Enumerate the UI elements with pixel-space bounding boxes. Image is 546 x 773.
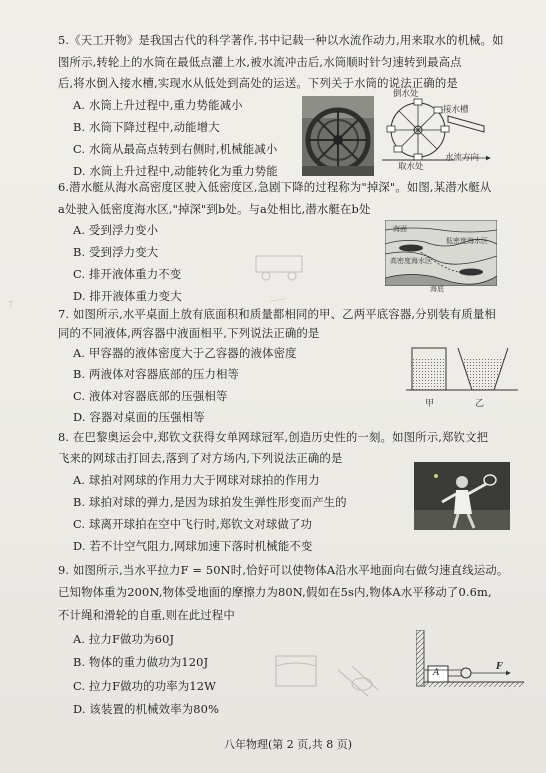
- q8-stem-line-1: 8. 在巴黎奥运会中,郑钦文获得女单网球冠军,创造历史性的一刻。如图所示,郑钦文把: [58, 430, 489, 444]
- q9-stem-line-3: 不计绳和滑轮的自重,则在此过程中: [58, 608, 235, 622]
- waterwheel-label-flow: 水流方向: [445, 153, 480, 163]
- waterwheel-label-pour: 倒水处: [393, 89, 419, 99]
- force-label-f: F: [496, 662, 503, 672]
- block-label-a: A: [433, 668, 440, 678]
- q8-option-c: C. 球离开球拍在空中飞行时,郑钦文对球做了功: [73, 517, 313, 531]
- q9-stem-line-1: 9. 如图所示,当水平拉力F = 50N时,恰好可以使物体A沿水平地面向右做匀速直线运动。: [58, 563, 509, 577]
- submarine-label-low: 低密度海水区: [446, 237, 488, 245]
- q8-option-a: A. 球拍对网球的作用力大于网球对球拍的作用力: [73, 473, 320, 487]
- waterwheel-label-fill: 取水处: [398, 162, 424, 172]
- waterwheel-label-trough: 接水槽: [443, 105, 469, 115]
- q7-option-c: C. 液体对容器底部的压强相等: [73, 389, 228, 403]
- q8-option-b: B. 球拍对球的弹力,是因为球拍发生弹性形变而产生的: [73, 495, 347, 509]
- q6-option-c: C. 排开液体重力不变: [73, 267, 182, 281]
- q8-stem-line-2: 飞来的网球击打回去,落到了对方场内,下列说法正确的是: [58, 451, 343, 465]
- bleed-through-sketch: [268, 640, 388, 710]
- q7-option-d: D. 容器对桌面的压强相等: [73, 410, 205, 424]
- q5-stem-line-3: 后,将水倒入接水槽,实现水从低处到高处的运送。下列关于水筒的说法正确的是: [58, 76, 458, 90]
- q5-stem-line-2: 图所示,转轮上的水筒在最低点灌上水,被水流冲击后,水筒顺时针匀速转到最高点: [58, 55, 462, 69]
- q6-option-b: B. 受到浮力变大: [73, 245, 159, 259]
- q7-stem-line-2: 同的不同液体,两容器中液面相平,下列说法正确的是: [58, 326, 320, 340]
- bleed-through-cart: [250, 252, 310, 282]
- q8-option-d: D. 若不计空气阻力,网球加速下落时机械能不变: [73, 539, 313, 553]
- q9-stem-line-2: 已知物体重为200N,物体受地面的摩擦力为80N,假如在5s内,物体A水平移动了0.6m,: [58, 585, 492, 599]
- q5-option-a: A. 水筒上升过程中,重力势能减小: [73, 98, 243, 112]
- q9-option-b: B. 物体的重力做功为120J: [73, 655, 209, 669]
- q6-option-d: D. 排开液体重力变大: [73, 289, 182, 303]
- q5-option-d: D. 水筒上升过程中,动能转化为重力势能: [73, 164, 278, 178]
- submarine-label-surface: 海面: [393, 225, 407, 233]
- bleed-through-mark: ——: [269, 293, 287, 306]
- submarine-label-floor: 海底: [430, 285, 444, 293]
- q5-option-b: B. 水筒下降过程中,动能增大: [73, 120, 220, 134]
- page-number-label: 八年物理(第 2 页,共 8 页): [223, 738, 353, 751]
- q5-option-c: C. 水筒从最高点转到右侧时,机械能减小: [73, 142, 278, 156]
- page-footer: [0, 736, 546, 752]
- containers-diagram: [406, 340, 518, 394]
- q7-option-a: A. 甲容器的液体密度大于乙容器的液体密度: [73, 346, 297, 360]
- pulley-diagram: [416, 630, 524, 688]
- q6-option-a: A. 受到浮力变小: [73, 223, 159, 237]
- waterwheel-photo: [302, 96, 374, 176]
- q9-option-d: D. 该装置的机械效率为80%: [73, 702, 220, 716]
- submarine-label-high: 高密度海水区: [390, 257, 432, 265]
- container-label-jia: 甲: [425, 399, 435, 409]
- q7-option-b: B. 两液体对容器底部的压力相等: [73, 367, 240, 381]
- container-label-yi: 乙: [475, 399, 485, 409]
- q5-stem-line-1: 5.《天工开物》是我国古代的科学著作,书中记载一种以水流作动力,用来取水的机械。如: [58, 33, 504, 47]
- q6-stem-line-2: a处驶入低密度海水区,"掉深"到b处。与a处相比,潜水艇在b处: [58, 202, 371, 216]
- q9-option-c: C. 拉力F做功的功率为12W: [73, 679, 217, 693]
- q7-stem-line-1: 7. 如图所示,水平桌面上放有底面积和质量都相同的甲、乙两平底容器,分别装有质量相: [58, 307, 496, 321]
- bleed-through-mark: 7: [8, 300, 14, 309]
- q6-stem-line-1: 6.潜水艇从海水高密度区驶入低密度区,急剧下降的过程称为"掉深"。如图,某潜水艇从: [58, 180, 492, 194]
- tennis-player-photo: [414, 462, 510, 530]
- q9-option-a: A. 拉力F做功为60J: [73, 632, 175, 646]
- waterwheel-diagram: [382, 96, 498, 162]
